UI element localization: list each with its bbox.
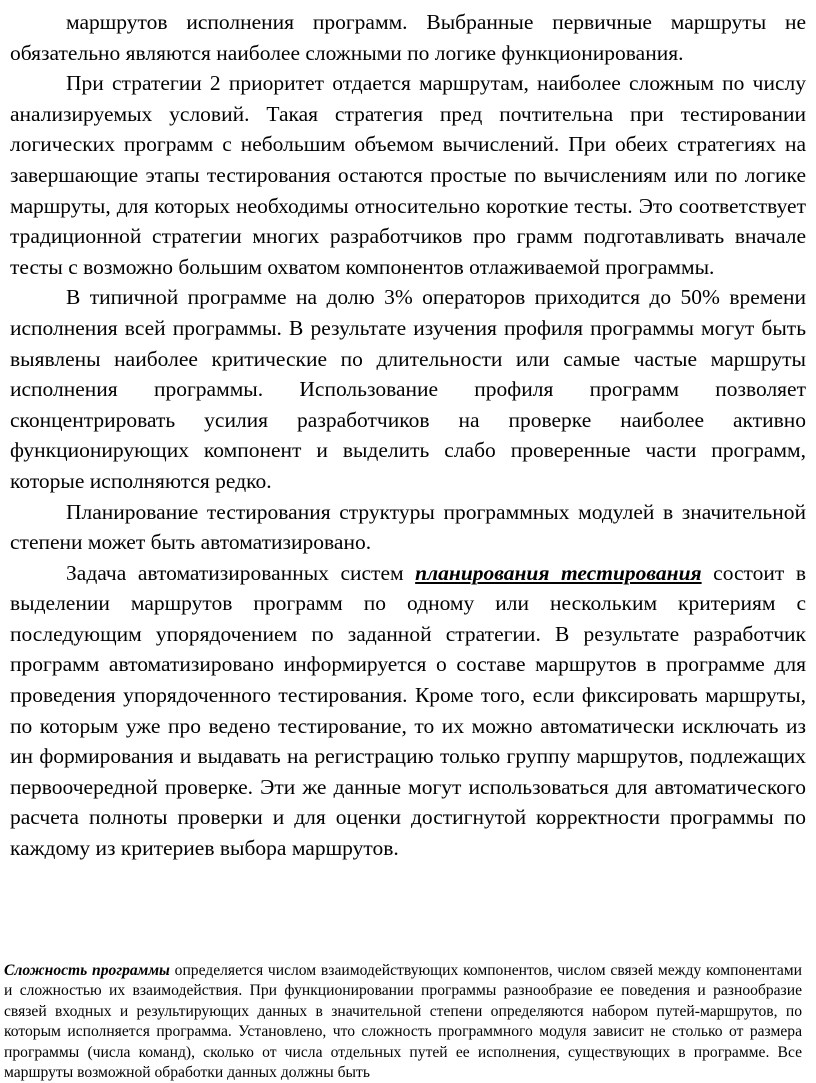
paragraph-3: В типичной программе на долю 3% операторов приходится до 50% времени исполнения всей программы. В результате изучения профиля программы могут быть выявлены наиболее критические по длительности или самые частые маршруты исполнения программы. Использование профиля программ позволяет сконцентрировать усилия разработчиков на проверке наиболее активно функционирующих компонент и выделить слабо проверенные части программ, которые исполняются редко.: [10, 285, 806, 493]
main-text-body: [10, 7, 806, 864]
paragraph-1: маршрутов исполнения программ. Выбранные первичные маршруты не обязательно являются наиболее сложными по логике функционирования.: [10, 10, 806, 65]
paragraph-2: При стратегии 2 приоритет отдается маршрутам, наиболее сложным по числу анализируемых условий. Такая стратегия пред почтительна при тестировании логических программ с небольшим объемом вычислений. При обеих стратегиях на завершающие этапы тестирования остаются простые по вычислениям или по логике маршруты, для которых необходимы относительно короткие тесты. Это соответствует традиционной стратегии многих разработчиков про грамм подготавливать вначале тесты с возможно большим охватом компонентов отлаживаемой программы.: [10, 71, 806, 279]
footnote-term: Сложность программы: [4, 962, 170, 979]
footnote-block: [4, 961, 802, 1083]
paragraph-4: Планирование тестирования структуры программных модулей в значительной степени может быть автоматизировано.: [10, 499, 806, 555]
paragraph-5: [10, 558, 806, 864]
emphasized-term: планирования тестирования: [415, 560, 702, 585]
footnote-paragraph: [4, 961, 802, 1083]
footnote-text: определяется числом взаимодействующих компонентов, числом связей между компонентами и сложностью их взаимодействия. При функционировании программы разнообразие ее поведения и разнообразие связей входных и результирующих данных в значительной степени определяются набором путей-маршрутов, по которым исполняется программа. Установлено, что сложность программного модуля зависит не столько от размера программы (числа команд), сколько от числа отдельных путей ее исполнения, существующих в программе. Все маршруты возможной обработки данных должны быть: [4, 962, 802, 1082]
paragraph-5-rest: состоит в выделении маршрутов программ по одному или нескольким критериям с последующим упорядочением по заданной стратегии. В результате разработчик программ автоматизировано информируется о составе маршрутов в программе для проведения упорядоченного тестирования. Кроме того, если фиксировать маршруты, по которым уже про ведено тестирование, то их можно автоматически исключать из ин формирования и выдавать на регистрацию только группу маршрутов, подлежащих первоочередной проверке. Эти же данные могут использоваться для автоматического расчета полноты проверки и для оценки достигнутой корректности программы по каждому из критериев выбора маршрутов.: [10, 560, 806, 861]
paragraph-5-lead: Задача автоматизированных систем: [66, 560, 416, 585]
